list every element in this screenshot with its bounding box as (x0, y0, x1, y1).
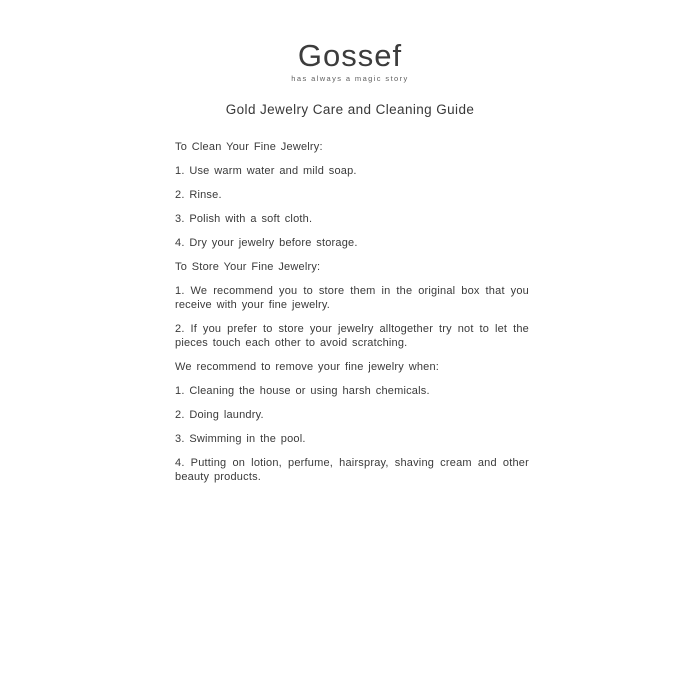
brand-block (0, 0, 700, 83)
list-item: 3. Swimming in the pool. (175, 433, 306, 445)
list-item: 2. If you prefer to store your jewelry alltogether try not to let the pieces touch each other to avoid scratching. (175, 323, 529, 349)
brand-tagline: has always a magic story (291, 74, 409, 83)
list-item: 3. Polish with a soft cloth. (175, 213, 313, 225)
section-heading-store: To Store Your Fine Jewelry: (175, 261, 321, 273)
list-item: 1. We recommend you to store them in the original box that you receive with your fine jewelry. (175, 285, 529, 311)
section-heading-remove: We recommend to remove your fine jewelry when: (175, 361, 440, 373)
page-title: Gold Jewelry Care and Cleaning Guide (225, 102, 475, 117)
list-item: 1. Cleaning the house or using harsh chemicals. (175, 385, 430, 397)
list-item: 4. Putting on lotion, perfume, hairspray, shaving cream and other beauty products. (175, 457, 529, 483)
document-body (175, 140, 529, 494)
list-item: 4. Dry your jewelry before storage. (175, 237, 358, 249)
list-item: 1. Use warm water and mild soap. (175, 165, 357, 177)
list-item: 2. Rinse. (175, 189, 222, 201)
list-item: 2. Doing laundry. (175, 409, 264, 421)
section-heading-clean: To Clean Your Fine Jewelry: (175, 141, 323, 153)
brand-logo: Gossef (297, 38, 403, 73)
